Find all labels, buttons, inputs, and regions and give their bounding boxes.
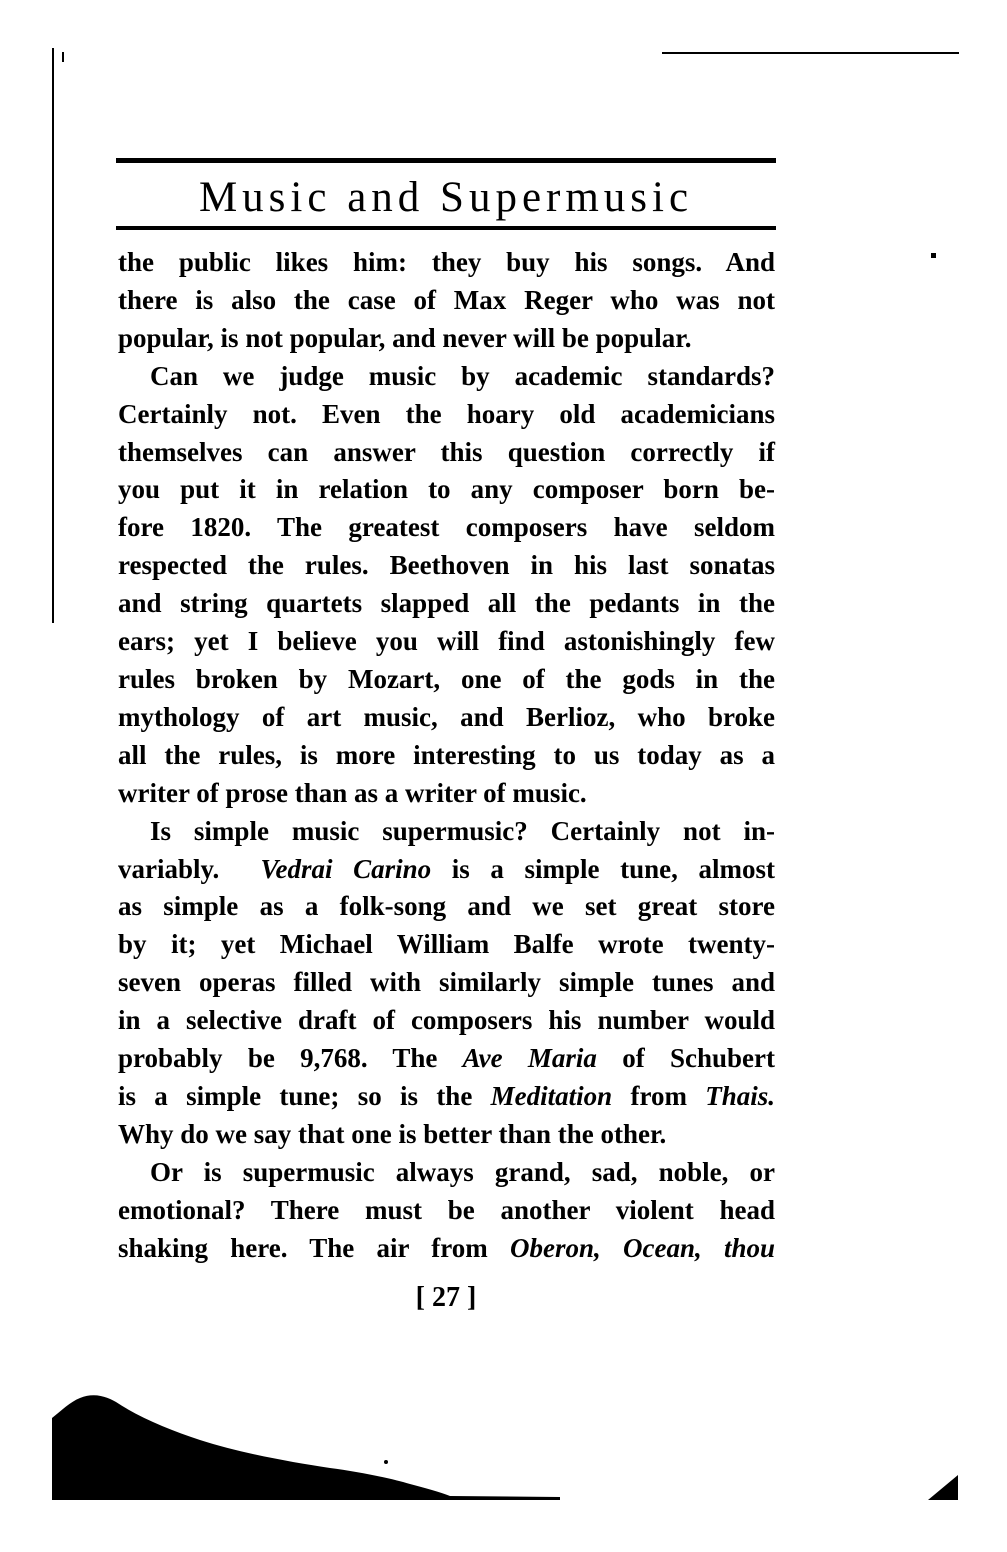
text-line: Why do we say that one is better than the other. (118, 1118, 667, 1149)
work-title: Vedrai Carino (260, 853, 432, 884)
work-title: Oberon, Ocean, thou (510, 1232, 775, 1263)
header-rule-top (116, 158, 776, 163)
text-line (118, 1040, 775, 1078)
text-line: respected the rules. Beethoven in his last sonatas (118, 550, 775, 581)
text-line: and string quartets slapped all the pedants in the (118, 588, 775, 619)
text-line: by it; yet Michael William Balfe wrote twenty- (118, 929, 775, 960)
work-title: Meditation (490, 1080, 613, 1111)
work-title: Thais. (705, 1080, 776, 1111)
text-line: Certainly not. Even the hoary old academicians (118, 398, 775, 429)
header-rule-bottom (116, 226, 776, 230)
text-fragment: of Schubert (622, 1043, 775, 1074)
text-line: ears; yet I believe you will find astonishingly few (118, 626, 775, 657)
text-line: there is also the case of Max Reger who was not (118, 284, 775, 315)
text-line: as simple as a folk-song and we set great store (118, 891, 775, 922)
text-line: Is simple music supermusic? Certainly not in- (150, 815, 775, 846)
text-line: emotional? There must be another violent head (118, 1194, 775, 1225)
text-line: Or is supermusic always grand, sad, noble, or (150, 1156, 775, 1187)
text-line: fore 1820. The greatest composers have seldom (118, 512, 775, 543)
text-line: rules broken by Mozart, one of the gods in the (118, 663, 775, 694)
text-line: in a selective draft of composers his number would (118, 1005, 775, 1036)
text-line (118, 1230, 775, 1268)
text-line: popular, is not popular, and never will be popular. (118, 322, 692, 353)
text-line: mythology of art music, and Berlioz, who broke (118, 701, 775, 732)
text-fragment: variably. (118, 853, 220, 884)
text-fragment: shaking here. The air from (118, 1232, 488, 1263)
text-fragment: is a simple tune, almost (451, 853, 776, 884)
text-line: the public likes him: they buy his songs. And (118, 247, 775, 277)
text-line: all the rules, is more interesting to us today as a (118, 739, 775, 770)
body-text (118, 244, 775, 1267)
text-fragment: from (630, 1080, 687, 1111)
text-line: seven operas filled with similarly simple tunes and (118, 967, 775, 998)
text-line: writer of prose than as a writer of music. (118, 777, 587, 808)
text-line: Can we judge music by academic standards? (150, 360, 775, 391)
text-line (118, 851, 775, 889)
text-line: you put it in relation to any composer born be- (118, 474, 775, 505)
text-line (118, 1078, 775, 1116)
page-number: [ 27 ] (415, 1282, 477, 1313)
running-head: Music and Supermusic (198, 174, 694, 221)
text-fragment: is a simple tune; so is the (118, 1080, 473, 1111)
work-title: Ave Maria (462, 1043, 597, 1074)
text-line: themselves can answer this question correctly if (118, 436, 775, 467)
text-fragment: probably be 9,768. The (118, 1043, 438, 1074)
